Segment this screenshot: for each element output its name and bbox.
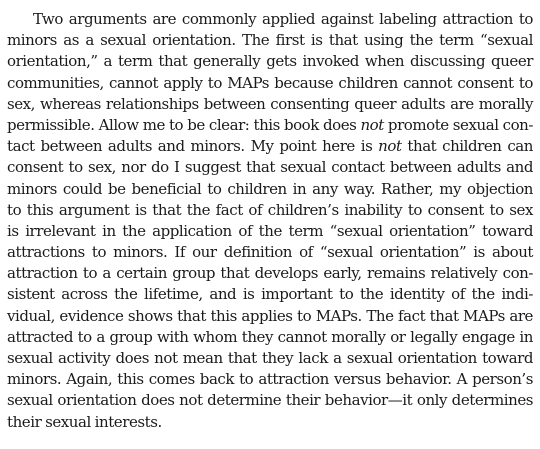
emphasis-not: not bbox=[360, 115, 384, 134]
paragraph-line: sexual activity does not mean that they lack a sexual orientation toward bbox=[7, 349, 533, 367]
paragraph-line: sistent across the lifetime, and is important to the identity of the indi- bbox=[7, 285, 533, 304]
paragraph-line: attracted to a group with whom they cannot morally or legally engage in bbox=[7, 327, 533, 346]
paragraph-line: is irrelevant in the application of the term “sexual orientation” toward bbox=[7, 221, 533, 240]
paragraph-line: communities, cannot apply to MAPs because children cannot consent to bbox=[7, 73, 533, 92]
emphasis-not: not bbox=[378, 137, 402, 156]
paragraph-line: orientation,” a term that generally gets invoked when discussing queer bbox=[7, 52, 533, 71]
paragraph-line: attractions to minors. If our definition of “sexual orientation” is about bbox=[7, 243, 533, 262]
paragraph-line: minors could be beneficial to children in any way. Rather, my objection bbox=[7, 179, 533, 198]
paragraph-line: minors. Again, this comes back to attraction versus behavior. A person’s bbox=[7, 370, 533, 389]
paragraph-line: minors as a sexual orientation. The first is that using the term “sexual bbox=[7, 31, 533, 50]
paragraph-line: sex, whereas relationships between consenting queer adults are morally bbox=[7, 94, 533, 113]
paragraph-line: tact between adults and minors. My point here is not that children can bbox=[7, 137, 533, 156]
paragraph-line: attraction to a certain group that develops early, remains relatively con- bbox=[7, 264, 533, 283]
paragraph-line: sexual orientation does not determine their behavior—it only determines bbox=[7, 391, 533, 410]
body-paragraph bbox=[7, 9, 533, 433]
paragraph-line: their sexual interests. bbox=[7, 412, 162, 431]
paragraph-line: consent to sex, nor do I suggest that sexual contact between adults and bbox=[7, 158, 533, 177]
paragraph-line: vidual, evidence shows that this applies to MAPs. The fact that MAPs are bbox=[7, 306, 533, 325]
paragraph-line: to this argument is that the fact of children’s inability to consent to sex bbox=[7, 200, 533, 219]
paragraph-line: permissible. Allow me to be clear: this book does not promote sexual con- bbox=[7, 115, 533, 134]
paragraph-line: Two arguments are commonly applied against labeling attraction to bbox=[33, 10, 533, 28]
